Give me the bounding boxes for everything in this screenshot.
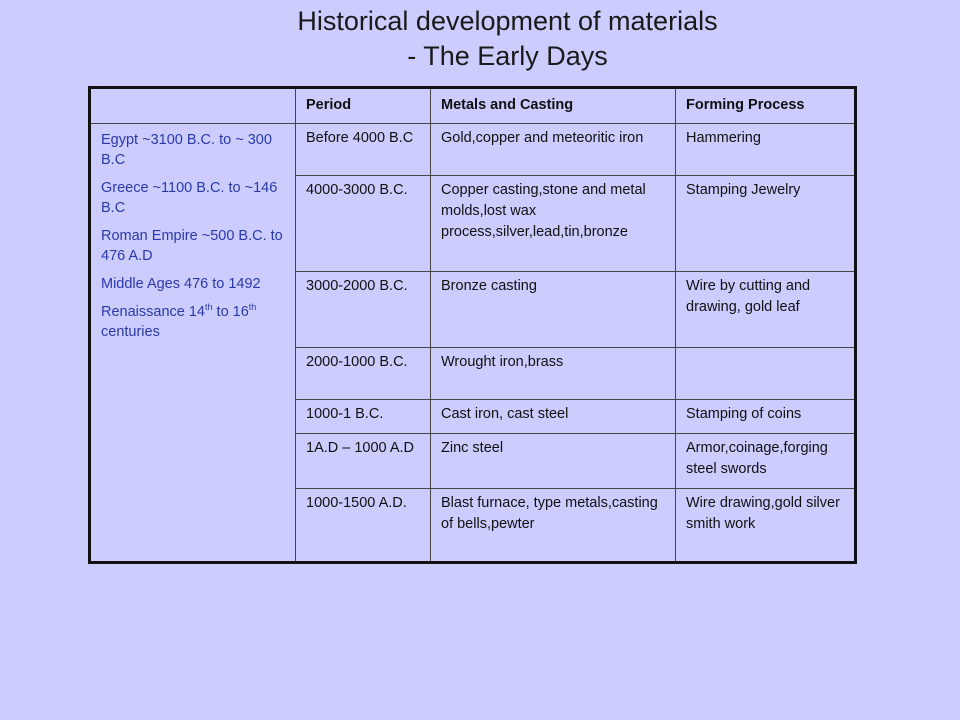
header-cell-forming: Forming Process — [676, 88, 856, 124]
period-cell: Before 4000 B.C — [296, 124, 431, 176]
header-cell-metals: Metals and Casting — [431, 88, 676, 124]
forming-cell: Wire drawing,gold silver smith work — [676, 489, 856, 563]
period-cell: 1A.D – 1000 A.D — [296, 434, 431, 489]
era-renaissance: Renaissance 14th to 16th centuries — [101, 302, 257, 340]
title-line-1: Historical development of materials — [297, 6, 718, 36]
slide-title — [0, 4, 960, 74]
metals-cell: Gold,copper and meteoritic iron — [431, 124, 676, 176]
header-cell-blank — [90, 88, 296, 124]
forming-cell: Stamping Jewelry — [676, 176, 856, 272]
title-line-2: - The Early Days — [407, 41, 608, 71]
era-greece: Greece ~1100 B.C. to ~146 B.C — [101, 180, 278, 216]
forming-cell: Hammering — [676, 124, 856, 176]
metals-cell: Bronze casting — [431, 272, 676, 348]
table-header-row — [90, 88, 856, 124]
period-cell: 2000-1000 B.C. — [296, 348, 431, 400]
materials-history-table — [88, 86, 857, 564]
forming-cell: Stamping of coins — [676, 400, 856, 434]
era-rome: Roman Empire ~500 B.C. to 476 A.D — [101, 228, 283, 264]
metals-cell: Zinc steel — [431, 434, 676, 489]
eras-cell — [90, 124, 296, 563]
forming-cell: Armor,coinage,forging steel swords — [676, 434, 856, 489]
period-cell: 3000-2000 B.C. — [296, 272, 431, 348]
metals-cell: Cast iron, cast steel — [431, 400, 676, 434]
era-egypt: Egypt ~3100 B.C. to ~ 300 B.C — [101, 132, 272, 168]
forming-cell: Wire by cutting and drawing, gold leaf — [676, 272, 856, 348]
forming-cell — [676, 348, 856, 400]
metals-cell: Copper casting,stone and metal molds,lost wax process,silver,lead,tin,bronze — [431, 176, 676, 272]
period-cell: 1000-1 B.C. — [296, 400, 431, 434]
table-row — [90, 124, 856, 176]
era-middle-ages: Middle Ages 476 to 1492 — [101, 276, 261, 292]
period-cell: 1000-1500 A.D. — [296, 489, 431, 563]
period-cell: 4000-3000 B.C. — [296, 176, 431, 272]
metals-cell: Blast furnace, type metals,casting of bells,pewter — [431, 489, 676, 563]
header-cell-period: Period — [296, 88, 431, 124]
metals-cell: Wrought iron,brass — [431, 348, 676, 400]
